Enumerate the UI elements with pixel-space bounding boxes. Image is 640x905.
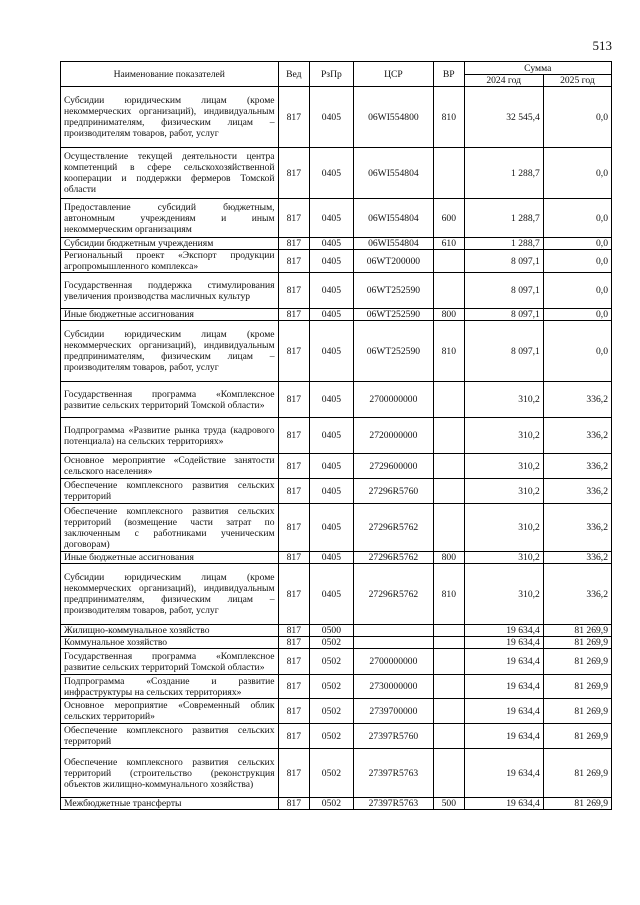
row-ved: 817 [278, 418, 310, 454]
table-row [61, 238, 612, 250]
row-csr: 06WI554804 [353, 238, 433, 250]
row-sum-2025: 336,2 [543, 504, 611, 552]
row-vr: 810 [434, 564, 464, 625]
row-sum-2024: 19 634,4 [464, 675, 543, 699]
row-csr: 2739700000 [353, 699, 433, 724]
row-vr [434, 479, 464, 504]
row-name: Субсидии юридическим лицам (кроме некоммерческих организаций), индивидуальным предпринимателям, физическим лицам – производителям товаров, работ, услуг [61, 87, 279, 148]
row-name: Подпрограмма «Развитие рынка труда (кадрового потенциала) на сельских территориях» [61, 418, 279, 454]
budget-table [60, 61, 612, 810]
row-name: Субсидии юридическим лицам (кроме некоммерческих организаций), индивидуальным предпринимателям, физическим лицам – производителям товаров, работ, услуг [61, 321, 279, 382]
table-row [61, 552, 612, 564]
row-sum-2024: 19 634,4 [464, 625, 543, 637]
row-vr [434, 250, 464, 273]
row-name: Основное мероприятие «Содействие занятости сельского населения» [61, 454, 279, 479]
table-row [61, 699, 612, 724]
row-ved: 817 [278, 479, 310, 504]
table-row [61, 749, 612, 798]
row-ved: 817 [278, 637, 310, 649]
row-sum-2025: 0,0 [543, 148, 611, 199]
row-name: Обеспечение комплексного развития сельских территорий (возмещение части затрат по заключенным с работниками ученическим договорам) [61, 504, 279, 552]
row-sum-2024: 19 634,4 [464, 699, 543, 724]
row-ved: 817 [278, 250, 310, 273]
row-rzpr: 0502 [310, 675, 354, 699]
row-vr [434, 273, 464, 309]
row-vr [434, 699, 464, 724]
row-csr: 2700000000 [353, 649, 433, 675]
row-ved: 817 [278, 382, 310, 418]
row-vr [434, 625, 464, 637]
table-row [61, 250, 612, 273]
row-rzpr: 0502 [310, 749, 354, 798]
row-rzpr: 0405 [310, 199, 354, 238]
header-name: Наименование показателей [61, 62, 279, 87]
row-sum-2025: 81 269,9 [543, 649, 611, 675]
row-sum-2025: 0,0 [543, 87, 611, 148]
row-csr: 27296R5762 [353, 552, 433, 564]
row-name: Подпрограмма «Создание и развитие инфраструктуры на сельских территориях» [61, 675, 279, 699]
row-sum-2025: 336,2 [543, 454, 611, 479]
table-body [61, 87, 612, 810]
row-name: Межбюджетные трансферты [61, 798, 279, 810]
row-sum-2025: 336,2 [543, 552, 611, 564]
row-sum-2024: 310,2 [464, 552, 543, 564]
row-ved: 817 [278, 238, 310, 250]
row-vr: 810 [434, 87, 464, 148]
row-vr: 610 [434, 238, 464, 250]
row-csr: 06WT252590 [353, 309, 433, 321]
row-sum-2025: 81 269,9 [543, 724, 611, 749]
row-sum-2024: 310,2 [464, 564, 543, 625]
row-ved: 817 [278, 552, 310, 564]
header-vr: ВР [434, 62, 464, 87]
row-rzpr: 0502 [310, 699, 354, 724]
row-csr: 27397R5763 [353, 798, 433, 810]
header-2024: 2024 год [464, 75, 543, 87]
row-sum-2025: 336,2 [543, 479, 611, 504]
row-csr: 2720000000 [353, 418, 433, 454]
row-vr: 500 [434, 798, 464, 810]
table-row [61, 724, 612, 749]
row-sum-2025: 0,0 [543, 199, 611, 238]
table-row [61, 454, 612, 479]
row-ved: 817 [278, 199, 310, 238]
table-row [61, 148, 612, 199]
row-sum-2024: 310,2 [464, 479, 543, 504]
header-ved: Вед [278, 62, 310, 87]
row-rzpr: 0502 [310, 637, 354, 649]
row-vr [434, 637, 464, 649]
row-ved: 817 [278, 148, 310, 199]
row-rzpr: 0405 [310, 552, 354, 564]
row-csr: 27296R5762 [353, 564, 433, 625]
row-vr [434, 749, 464, 798]
row-ved: 817 [278, 273, 310, 309]
row-csr: 27296R5760 [353, 479, 433, 504]
row-vr [434, 418, 464, 454]
row-rzpr: 0405 [310, 309, 354, 321]
row-csr: 06WT200000 [353, 250, 433, 273]
row-name: Государственная программа «Комплексное развитие сельских территорий Томской области» [61, 382, 279, 418]
row-vr: 800 [434, 552, 464, 564]
row-sum-2025: 0,0 [543, 321, 611, 382]
row-ved: 817 [278, 749, 310, 798]
row-sum-2024: 8 097,1 [464, 273, 543, 309]
table-row [61, 649, 612, 675]
row-rzpr: 0405 [310, 250, 354, 273]
table-row [61, 418, 612, 454]
row-csr: 06WT252590 [353, 273, 433, 309]
row-csr: 27296R5762 [353, 504, 433, 552]
row-ved: 817 [278, 454, 310, 479]
table-row [61, 87, 612, 148]
row-vr [434, 382, 464, 418]
row-ved: 817 [278, 625, 310, 637]
row-sum-2024: 310,2 [464, 418, 543, 454]
row-sum-2024: 19 634,4 [464, 724, 543, 749]
table-row [61, 564, 612, 625]
row-sum-2024: 1 288,7 [464, 238, 543, 250]
header-summa: Сумма [464, 62, 611, 75]
row-name: Субсидии бюджетным учреждениям [61, 238, 279, 250]
row-sum-2025: 81 269,9 [543, 625, 611, 637]
row-vr: 810 [434, 321, 464, 382]
row-vr [434, 504, 464, 552]
row-sum-2024: 1 288,7 [464, 199, 543, 238]
row-rzpr: 0405 [310, 479, 354, 504]
row-csr [353, 625, 433, 637]
row-vr [434, 454, 464, 479]
row-sum-2024: 1 288,7 [464, 148, 543, 199]
row-sum-2025: 336,2 [543, 564, 611, 625]
row-sum-2025: 0,0 [543, 238, 611, 250]
row-vr [434, 724, 464, 749]
row-name: Жилищно-коммунальное хозяйство [61, 625, 279, 637]
row-ved: 817 [278, 564, 310, 625]
row-sum-2024: 310,2 [464, 454, 543, 479]
row-name: Государственная поддержка стимулирования увеличения производства масличных культур [61, 273, 279, 309]
table-row [61, 199, 612, 238]
row-csr [353, 637, 433, 649]
table-row [61, 273, 612, 309]
row-rzpr: 0405 [310, 238, 354, 250]
row-ved: 817 [278, 649, 310, 675]
row-sum-2025: 0,0 [543, 250, 611, 273]
row-rzpr: 0405 [310, 87, 354, 148]
row-name: Государственная программа «Комплексное развитие сельских территорий Томской области» [61, 649, 279, 675]
row-sum-2024: 19 634,4 [464, 749, 543, 798]
row-vr [434, 675, 464, 699]
row-csr: 06WT252590 [353, 321, 433, 382]
row-ved: 817 [278, 504, 310, 552]
row-rzpr: 0500 [310, 625, 354, 637]
row-vr [434, 148, 464, 199]
table-row [61, 309, 612, 321]
row-ved: 817 [278, 87, 310, 148]
row-sum-2025: 81 269,9 [543, 637, 611, 649]
row-csr: 06WI554804 [353, 199, 433, 238]
row-csr: 06WI554800 [353, 87, 433, 148]
row-ved: 817 [278, 798, 310, 810]
row-ved: 817 [278, 309, 310, 321]
row-name: Осуществление текущей деятельности центра компетенций в сфере сельскохозяйственной кооперации и поддержки фермеров Томской области [61, 148, 279, 199]
row-ved: 817 [278, 699, 310, 724]
row-sum-2025: 81 269,9 [543, 749, 611, 798]
row-vr [434, 649, 464, 675]
row-sum-2024: 310,2 [464, 504, 543, 552]
row-sum-2024: 19 634,4 [464, 637, 543, 649]
row-name: Предоставление субсидий бюджетным, автономным учреждениям и иным некоммерческим организациям [61, 199, 279, 238]
row-rzpr: 0405 [310, 148, 354, 199]
table-row [61, 798, 612, 810]
row-ved: 817 [278, 321, 310, 382]
row-sum-2025: 81 269,9 [543, 675, 611, 699]
row-ved: 817 [278, 675, 310, 699]
row-name: Обеспечение комплексного развития сельских территорий [61, 724, 279, 749]
row-name: Коммунальное хозяйство [61, 637, 279, 649]
row-rzpr: 0405 [310, 273, 354, 309]
page-number: 513 [592, 38, 612, 53]
row-name: Иные бюджетные ассигнования [61, 552, 279, 564]
row-sum-2025: 81 269,9 [543, 699, 611, 724]
row-rzpr: 0405 [310, 382, 354, 418]
row-name: Субсидии юридическим лицам (кроме некоммерческих организаций), индивидуальным предпринимателям, физическим лицам – производителям товаров, работ, услуг [61, 564, 279, 625]
row-csr: 06WI554804 [353, 148, 433, 199]
row-sum-2025: 81 269,9 [543, 798, 611, 810]
table-row [61, 382, 612, 418]
row-rzpr: 0405 [310, 564, 354, 625]
row-name: Региональный проект «Экспорт продукции агропромышленного комплекса» [61, 250, 279, 273]
row-sum-2025: 336,2 [543, 382, 611, 418]
row-name: Основное мероприятие «Современный облик сельских территорий» [61, 699, 279, 724]
row-sum-2025: 0,0 [543, 309, 611, 321]
row-name: Обеспечение комплексного развития сельских территорий [61, 479, 279, 504]
row-rzpr: 0502 [310, 798, 354, 810]
table-row [61, 479, 612, 504]
row-rzpr: 0502 [310, 649, 354, 675]
row-vr: 800 [434, 309, 464, 321]
row-sum-2024: 19 634,4 [464, 649, 543, 675]
row-sum-2024: 8 097,1 [464, 250, 543, 273]
row-csr: 27397R5763 [353, 749, 433, 798]
row-name: Обеспечение комплексного развития сельских территорий (строительство (реконструкция объектов жилищно-коммунального хозяйства) [61, 749, 279, 798]
table-row [61, 637, 612, 649]
header-2025: 2025 год [543, 75, 611, 87]
row-rzpr: 0405 [310, 454, 354, 479]
table-row [61, 625, 612, 637]
table-row [61, 504, 612, 552]
row-csr: 2730000000 [353, 675, 433, 699]
table-row [61, 321, 612, 382]
row-name: Иные бюджетные ассигнования [61, 309, 279, 321]
row-csr: 2729600000 [353, 454, 433, 479]
row-sum-2025: 0,0 [543, 273, 611, 309]
row-vr: 600 [434, 199, 464, 238]
row-sum-2024: 8 097,1 [464, 321, 543, 382]
row-sum-2024: 32 545,4 [464, 87, 543, 148]
row-sum-2024: 310,2 [464, 382, 543, 418]
row-csr: 27397R5760 [353, 724, 433, 749]
row-rzpr: 0502 [310, 724, 354, 749]
row-sum-2025: 336,2 [543, 418, 611, 454]
header-rzpr: РзПр [310, 62, 354, 87]
row-rzpr: 0405 [310, 504, 354, 552]
header-csr: ЦСР [353, 62, 433, 87]
row-sum-2024: 19 634,4 [464, 798, 543, 810]
row-rzpr: 0405 [310, 418, 354, 454]
row-rzpr: 0405 [310, 321, 354, 382]
row-sum-2024: 8 097,1 [464, 309, 543, 321]
row-ved: 817 [278, 724, 310, 749]
table-row [61, 675, 612, 699]
row-csr: 2700000000 [353, 382, 433, 418]
